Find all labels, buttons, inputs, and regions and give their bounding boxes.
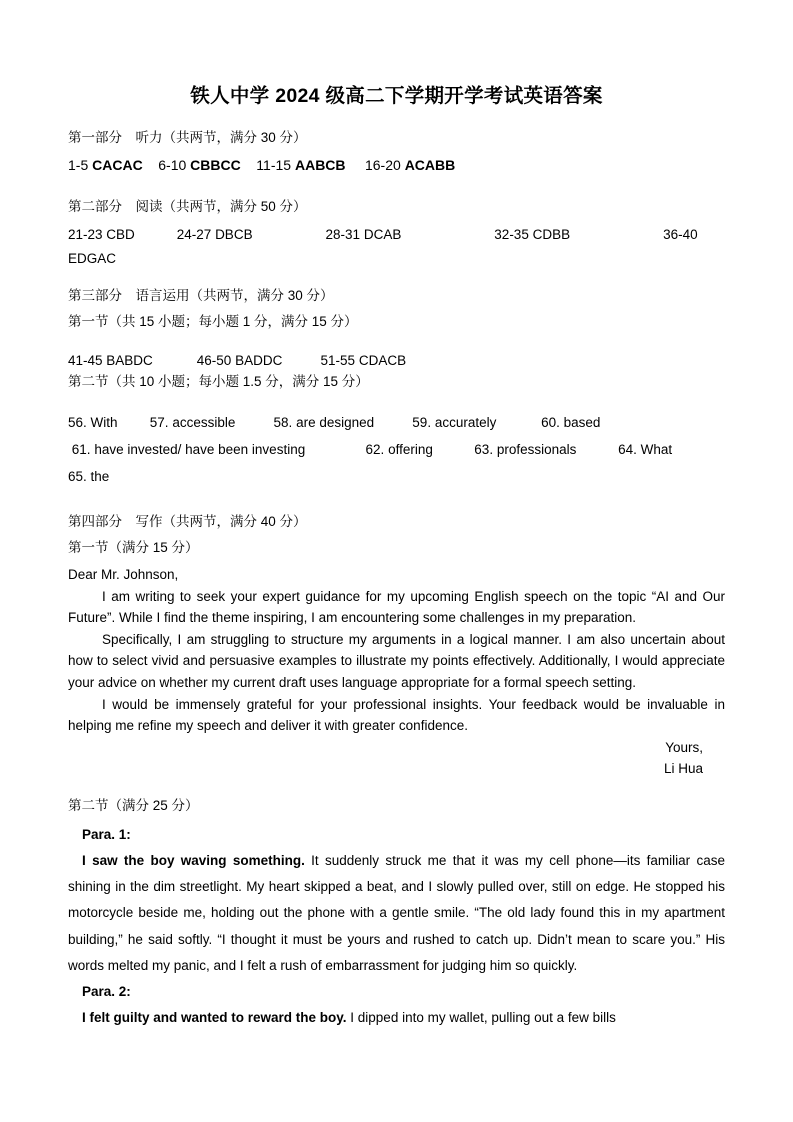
fill-word: offering: [388, 441, 433, 457]
answer-range: 46-50: [196, 352, 232, 368]
part4-section2-heading: 第二节（满分 25 分）: [68, 797, 199, 813]
part3-section2-answers-row3: [68, 463, 725, 490]
part2-heading: 第二部分 阅读（共两节，满分 50 分）: [68, 198, 307, 214]
fill-number: 64.: [618, 441, 637, 457]
fill-word: With: [90, 414, 118, 430]
fill-number: 63.: [474, 441, 494, 457]
fill-answer: [412, 409, 537, 436]
continuation-para1-lead: I saw the boy waving something.: [82, 852, 305, 868]
answer-range: 28-31: [325, 226, 361, 242]
letter-closing: Yours,: [665, 739, 703, 755]
page-title: 铁人中学 2024 级高二下学期开学考试英语答案: [190, 85, 603, 107]
letter-salutation: Dear Mr. Johnson,: [68, 567, 179, 583]
answer-keys: ACABB: [404, 157, 456, 174]
part3-section2-answers-row2: [68, 436, 725, 463]
answer-group: [197, 349, 317, 373]
letter-paragraph-3: I would be immensely grateful for your professional insights. Your feedback would be invaluable in helping me refine my speech and deliver it with greater confidence.: [68, 696, 725, 734]
part3-section2-answers-row1: [68, 409, 725, 436]
answer-keys: BADDC: [235, 352, 283, 368]
letter-paragraph-2: Specifically, I am struggling to structure my arguments in a logical manner. I am also uncertain about how to select vivid and persuasive examples to illustrate my points effectively. Additionally, I would appreciate your advice on whether my current draft uses language appropriate for a formal speech setting.: [68, 631, 725, 690]
fill-word: accurately: [434, 414, 497, 430]
fill-answer: [68, 409, 146, 436]
fill-answer: [618, 436, 672, 463]
answer-range: 21-23: [68, 226, 103, 242]
fill-number: 59.: [412, 414, 432, 430]
fill-number: 62.: [365, 441, 385, 457]
answer-range: 24-27: [176, 226, 212, 242]
fill-answer: [68, 463, 109, 490]
part3-section2-heading: 第二节（共 10 小题；每小题 1.5 分，满分 15 分）: [68, 374, 369, 390]
answer-range: 41-45: [68, 352, 103, 368]
fill-answer: [541, 409, 600, 436]
fill-number: 65.: [68, 468, 87, 484]
answer-group: [321, 349, 407, 373]
fill-answer: [72, 436, 362, 463]
fill-word: have invested/ have been investing: [94, 441, 306, 457]
fill-answer: [366, 436, 471, 463]
part4-heading: 第四部分 写作（共两节，满分 40 分）: [68, 513, 307, 529]
answer-range: 36-40: [663, 226, 698, 242]
answer-group: [177, 223, 322, 247]
answer-keys: CDBB: [532, 226, 571, 242]
continuation-para1: [68, 848, 725, 980]
answer-group: [326, 223, 491, 247]
fill-word: are designed: [296, 414, 375, 430]
letter-signature: Li Hua: [663, 761, 703, 777]
answer-group: [68, 349, 193, 373]
answer-keys: CBD: [106, 226, 135, 242]
part1-answers: [68, 154, 725, 176]
answer-keys: BABDC: [106, 352, 153, 368]
answer-range: 32-35: [494, 226, 529, 242]
answer-range: 6-10: [158, 157, 187, 174]
part3-heading-text: 第三部分 语言运用（共两节，满分 30 分）: [68, 288, 334, 304]
continuation-para1-text: It suddenly struck me that it was my cell phone—its familiar case shining in the dim streetlight. My heart skipped a beat, and I slowly pulled over, still on edge. He stopped his motorcycle beside me, holding out the phone with a gentle smile. “The old lady found this in my apartment building,” he said softly. “I thought it must be yours and rushed to catch up. Didn’t mean to scare you.” His words melted my panic, and I felt a rush of embarrassment for judging him so quickly.: [68, 852, 725, 974]
part2-answers: [68, 223, 725, 270]
answer-keys: CBBCC: [190, 157, 241, 174]
fill-answer: [274, 409, 409, 436]
fill-word: What: [640, 441, 673, 457]
answer-group: [68, 223, 173, 247]
continuation-para2: [68, 1005, 725, 1031]
part3-section1-heading: 第一节（共 15 小题；每小题 1 分，满分 15 分）: [68, 314, 358, 330]
answer-keys: CACAC: [92, 157, 143, 174]
fill-number: 57.: [149, 414, 169, 430]
fill-number: 56.: [68, 414, 87, 430]
answer-keys: EDGAC: [68, 250, 117, 266]
answer-keys: DCAB: [363, 226, 402, 242]
part1-heading: 第一部分 听力（共两节，满分 30 分）: [68, 130, 307, 145]
fill-number: 61.: [71, 441, 91, 457]
letter-paragraph-1: I am writing to seek your expert guidance for my upcoming English speech on the topic “AI and Our Future”. While I find the theme inspiring, I am encountering some challenges in my preparation.: [68, 588, 725, 626]
part3-section1-answers: [68, 349, 725, 373]
continuation-para2-label: Para. 2:: [82, 984, 131, 1000]
fill-number: 60.: [541, 414, 560, 430]
fill-word: based: [563, 414, 601, 430]
fill-word: professionals: [496, 441, 577, 457]
continuation-para2-lead: I felt guilty and wanted to reward the boy.: [82, 1010, 347, 1026]
answer-group: [663, 223, 698, 247]
answer-range: 1-5: [68, 157, 89, 174]
answer-group: [494, 223, 659, 247]
continuation-para2-text: I dipped into my wallet, pulling out a few bills: [346, 1010, 616, 1026]
continuation-para1-label: Para. 1:: [82, 827, 131, 843]
answer-keys: DBCB: [215, 226, 253, 242]
part3-heading: [68, 286, 725, 306]
fill-word: the: [90, 468, 110, 484]
fill-answer: [150, 409, 270, 436]
answer-keys: CDACB: [358, 352, 407, 368]
fill-word: accessible: [172, 414, 236, 430]
fill-answer: [474, 436, 614, 463]
answer-range: 51-55: [320, 352, 356, 368]
part4-section1-heading: 第一节（满分 15 分）: [68, 539, 199, 555]
fill-number: 58.: [273, 414, 293, 430]
answer-keys: AABCB: [294, 157, 346, 174]
answer-range: 16-20: [364, 157, 401, 174]
answer-range: 11-15: [256, 157, 292, 174]
